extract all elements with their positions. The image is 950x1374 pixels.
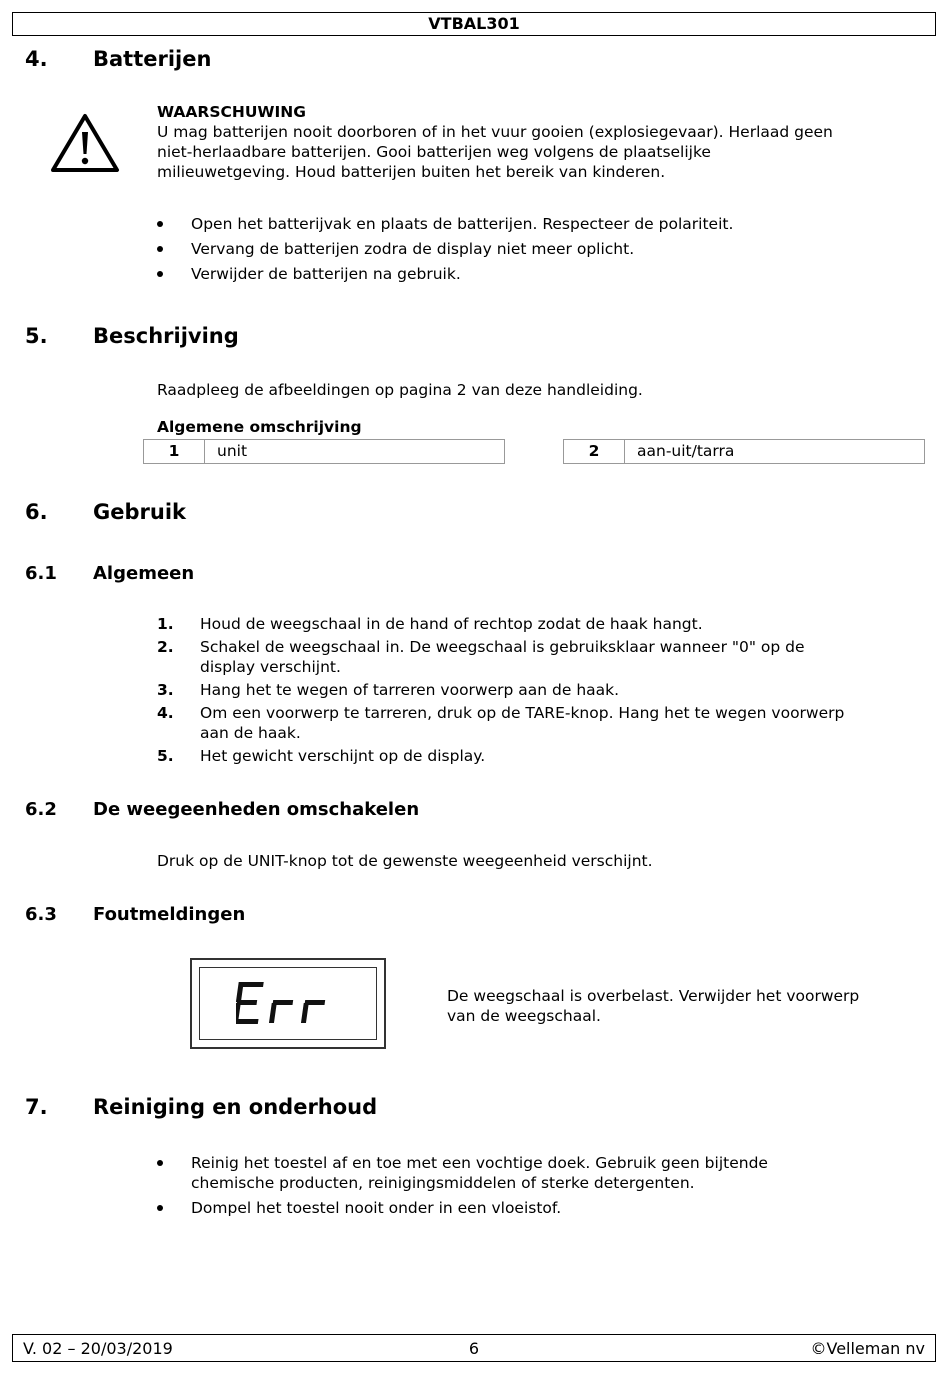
section-title: Reiniging en onderhoud: [93, 1095, 378, 1119]
subsection-heading-algemeen: [25, 562, 194, 586]
section-title: Beschrijving: [93, 324, 239, 348]
step-number: 3.: [157, 681, 174, 699]
page-footer: [12, 1334, 936, 1362]
section-number: 5.: [25, 324, 48, 348]
list-item: Verwijder de batterijen na gebruik.: [157, 264, 917, 284]
step-line: display verschijnt.: [200, 658, 341, 676]
section-number: 4.: [25, 47, 48, 71]
step-line: Hang het te wegen of tarreren voorwerp aan de haak.: [200, 681, 620, 699]
item-label: unit: [217, 442, 248, 460]
list-item-line: chemische producten, reinigingsmiddelen of sterke detergenten.: [191, 1174, 695, 1192]
footer-page-number: 6: [468, 1339, 480, 1358]
error-description: [447, 986, 917, 1026]
list-item: [157, 637, 917, 677]
error-line: van de weegschaal.: [447, 1007, 601, 1025]
warning-line: niet-herlaadbare batterijen. Gooi batterijen weg volgens de plaatselijke: [157, 143, 711, 161]
subsection-number: 6.2: [25, 799, 57, 820]
section-number: 7.: [25, 1095, 48, 1119]
unit-instruction: Druk op de UNIT-knop tot de gewenste weegeenheid verschijnt.: [157, 852, 653, 870]
footer-copyright: ©Velleman nv: [810, 1339, 925, 1358]
section-title: Gebruik: [93, 500, 186, 524]
list-item: [157, 1198, 917, 1218]
step-line: Het gewicht verschijnt op de display.: [200, 747, 486, 765]
warning-icon: [50, 112, 120, 174]
warning-line: U mag batterijen nooit doorboren of in het vuur gooien (explosiegevaar). Herlaad geen: [157, 123, 833, 141]
subsection-heading-weegeenheden: [25, 798, 419, 822]
list-item-line: Dompel het toestel nooit onder in een vloeistof.: [191, 1199, 562, 1217]
section-number: 6.: [25, 500, 48, 524]
section-heading-gebruik: [25, 499, 186, 525]
section-title: Batterijen: [93, 47, 212, 71]
list-item: Open het batterijvak en plaats de batterijen. Respecteer de polariteit.: [157, 214, 917, 234]
list-item: [157, 1153, 917, 1193]
usage-steps-list: [157, 614, 917, 769]
section-heading-reiniging: [25, 1094, 377, 1120]
subsection-number: 6.1: [25, 563, 57, 584]
step-number: 2.: [157, 638, 174, 656]
list-item: [157, 614, 917, 634]
step-number: 5.: [157, 747, 174, 765]
err-segment-glyph: [236, 980, 336, 1026]
error-line: De weegschaal is overbelast. Verwijder het voorwerp: [447, 987, 860, 1005]
step-line: aan de haak.: [200, 724, 301, 742]
section-heading-beschrijving: [25, 323, 239, 349]
subsection-heading-foutmeldingen: [25, 903, 245, 927]
item-index: 1: [144, 440, 205, 463]
description-item-2: [563, 439, 925, 464]
section-heading-batterijen: [25, 46, 211, 72]
description-intro: Raadpleeg de afbeeldingen op pagina 2 van deze handleiding.: [157, 381, 643, 399]
list-item: [157, 680, 917, 700]
page-header: VTBAL301: [12, 12, 936, 36]
subsection-number: 6.3: [25, 904, 57, 925]
warning-title: WAARSCHUWING: [157, 103, 306, 121]
list-item: [157, 746, 917, 766]
error-display-image: [190, 958, 386, 1049]
subsection-title: Algemeen: [93, 563, 195, 584]
description-item-1: [143, 439, 505, 464]
step-line: Schakel de weegschaal in. De weegschaal is gebruiksklaar wanneer "0" op de: [200, 638, 805, 656]
cleaning-bullet-list: [157, 1153, 917, 1218]
subsection-title: Foutmeldingen: [93, 904, 246, 925]
battery-bullet-list: [157, 214, 917, 284]
step-number: 1.: [157, 615, 174, 633]
item-label: aan-uit/tarra: [637, 442, 735, 460]
footer-version: V. 02 – 20/03/2019: [23, 1339, 173, 1358]
step-line: Om een voorwerp te tarreren, druk op de TARE-knop. Hang het te wegen voorwerp: [200, 704, 845, 722]
step-number: 4.: [157, 704, 174, 722]
description-subtitle: Algemene omschrijving: [157, 418, 362, 436]
list-item: Vervang de batterijen zodra de display niet meer oplicht.: [157, 239, 917, 259]
step-line: Houd de weegschaal in de hand of rechtop zodat de haak hangt.: [200, 615, 703, 633]
list-item-line: Reinig het toestel af en toe met een vochtige doek. Gebruik geen bijtende: [191, 1154, 768, 1172]
item-index: 2: [564, 440, 625, 463]
subsection-title: De weegeenheden omschakelen: [93, 799, 420, 820]
list-item: [157, 703, 917, 743]
warning-text-block: [157, 102, 917, 182]
warning-line: milieuwetgeving. Houd batterijen buiten het bereik van kinderen.: [157, 163, 666, 181]
